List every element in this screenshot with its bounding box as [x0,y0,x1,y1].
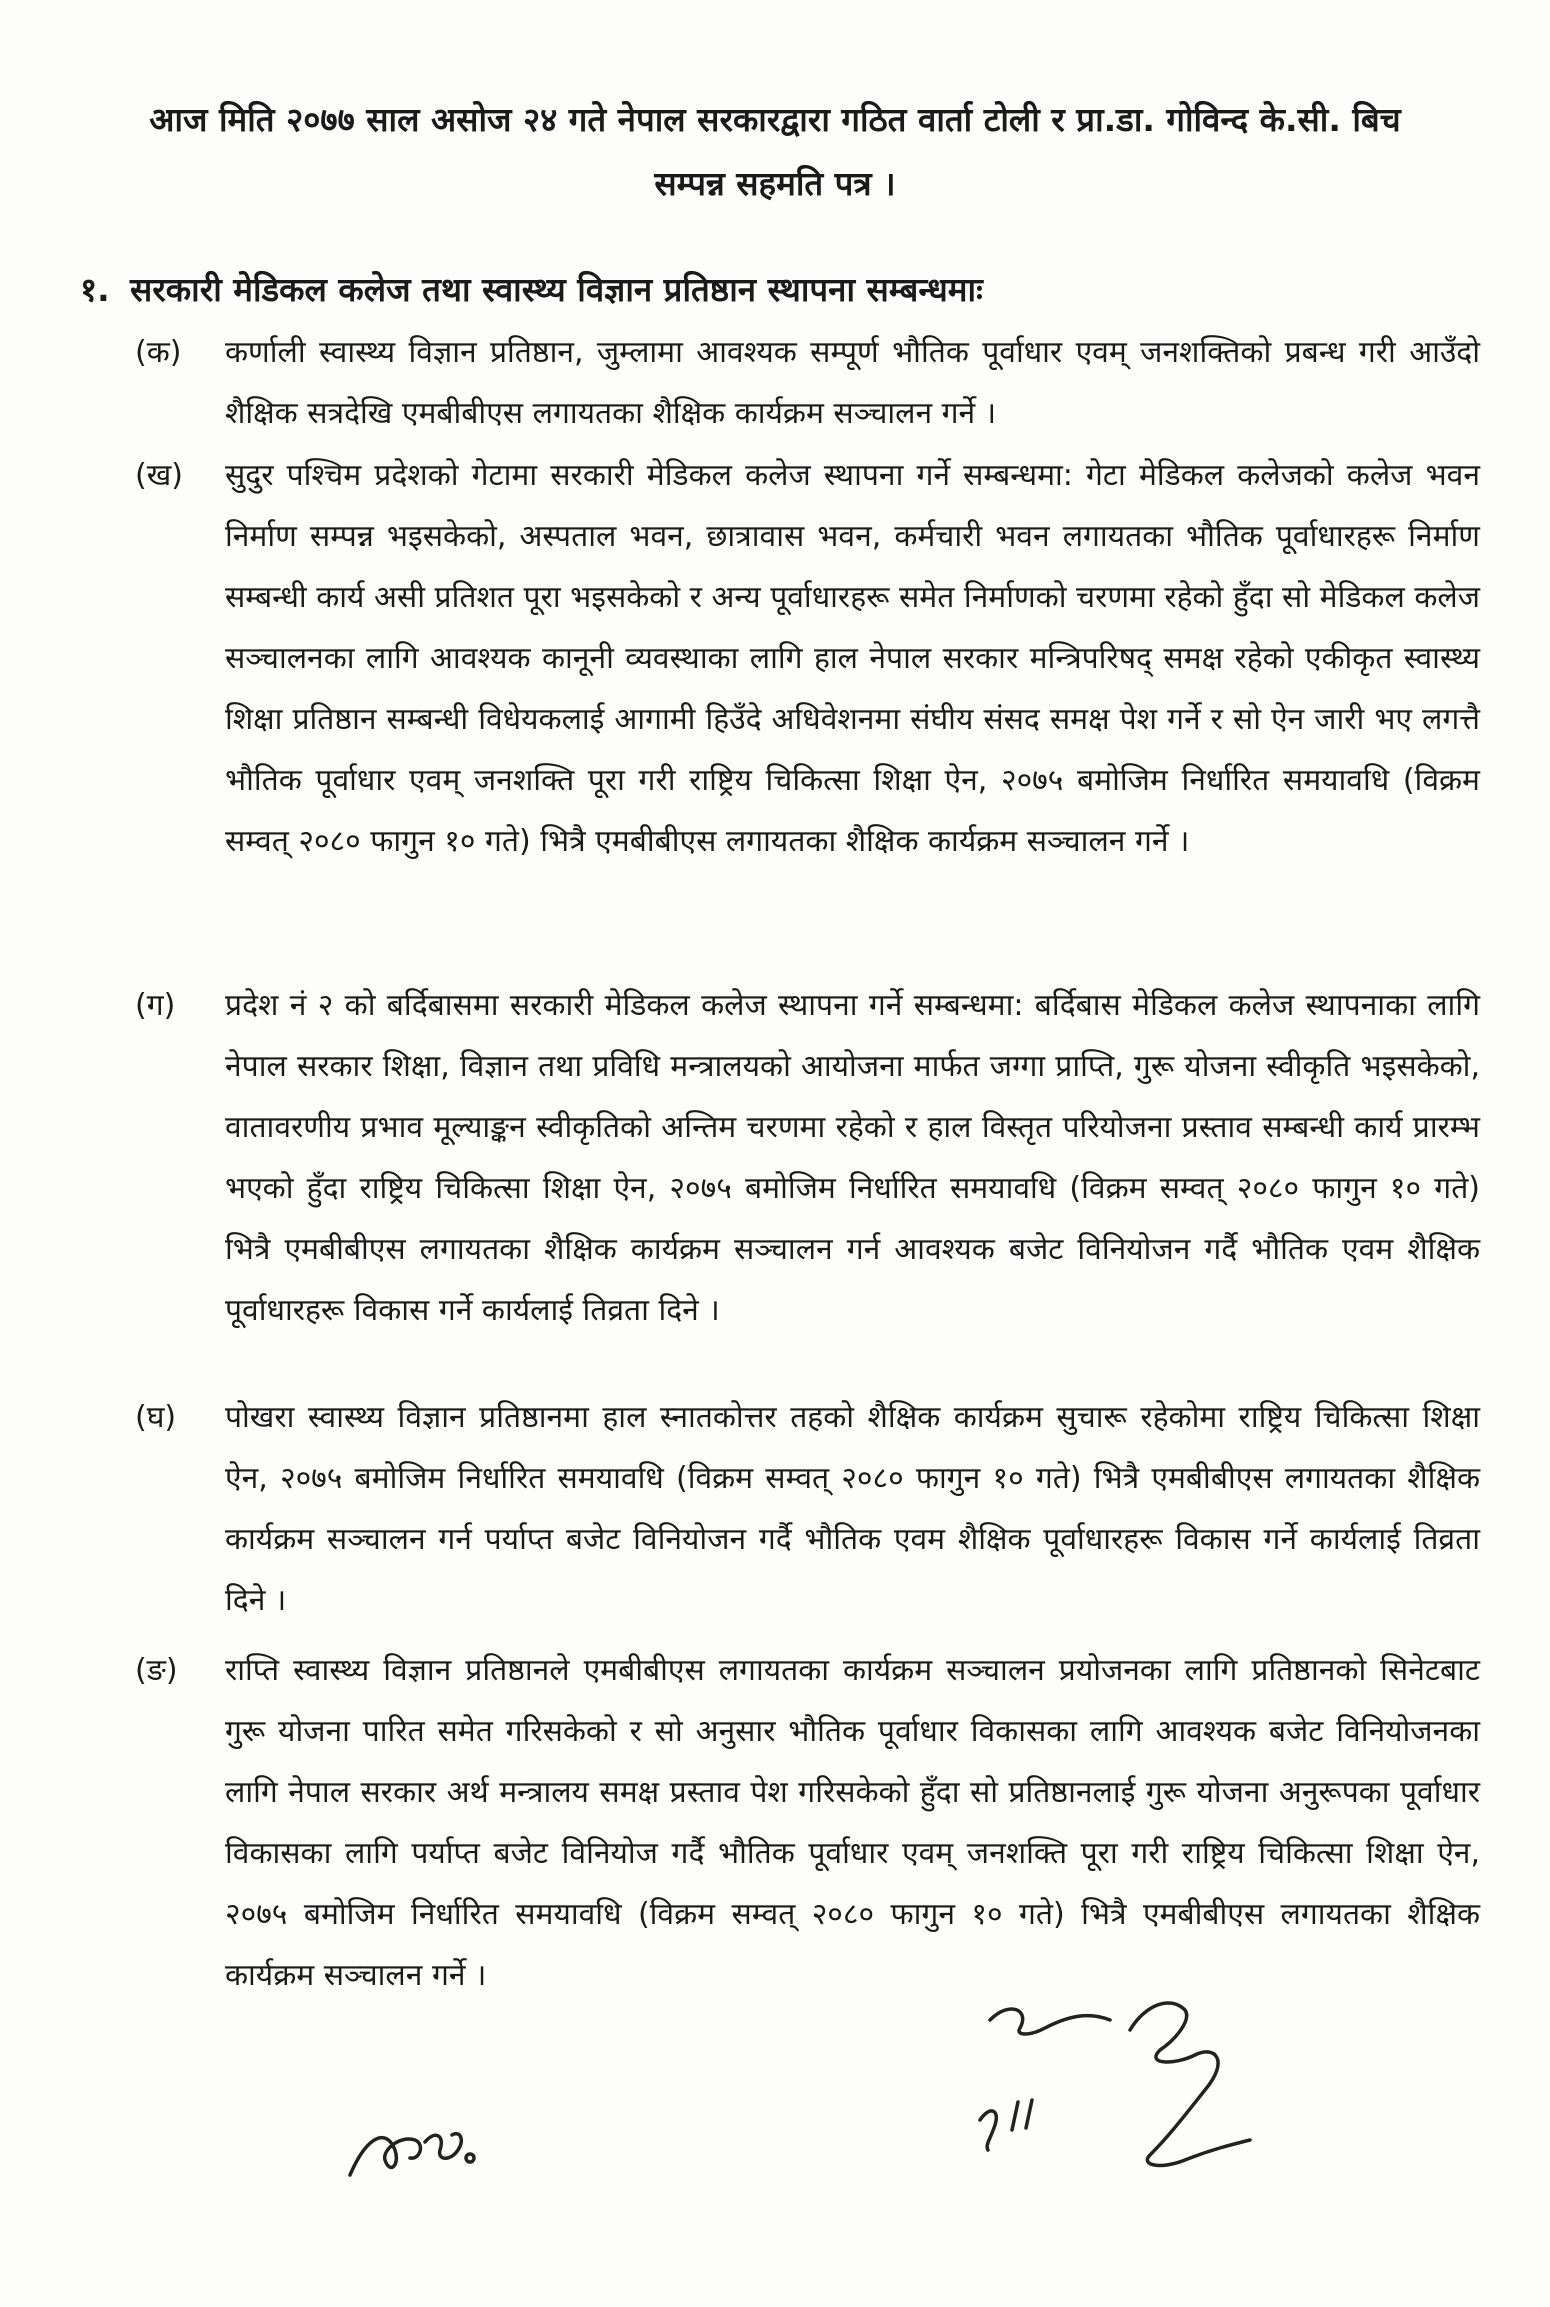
clause-text: राप्ति स्वास्थ्य विज्ञान प्रतिष्ठानले एमबीबीएस लगायतका कार्यक्रम सञ्चालन प्रयोजनका लागि प्रतिष्ठानको सिनेटबाट गुरू योजना पारित समेत गरिसकेको र सो अनुसार भौतिक पूर्वाधार विकासका लागि आवश्यक बजेट विनियोजनका लागि नेपाल सरकार अर्थ मन्त्रालय समक्ष प्रस्ताव पेश गरिसकेको हुँदा सो प्रतिष्ठानलाई गुरू योजना अनुरूपका पूर्वाधार विकासका लागि पर्याप्त बजेट विनियोज गर्दै भौतिक पूर्वाधार एवम् जनशक्ति पूरा गरी राष्ट्रिय चिकित्सा शिक्षा ऐन, २०७५ बमोजिम निर्धारित समयावधि (विक्रम सम्वत् २०८० फागुन १० गते) भित्रै एमबीबीएस लगायतका शैक्षिक कार्यक्रम सञ्चालन गर्ने । [225,1653,1480,1993]
clause-text: पोखरा स्वास्थ्य विज्ञान प्रतिष्ठानमा हाल स्नातकोत्तर तहको शैक्षिक कार्यक्रम सुचारू रहेकोमा राष्ट्रिय चिकित्सा शिक्षा ऐन, २०७५ बमोजिम निर्धारित समयावधि (विक्रम सम्वत् २०८० फागुन १० गते) भित्रै एमबीबीएस लगायतका शैक्षिक कार्यक्रम सञ्चालन गर्न पर्याप्त बजेट विनियोजन गर्दै भौतिक एवम शैक्षिक पूर्वाधारहरू विकास गर्ने कार्यलाई तिव्रता दिने । [225,1400,1480,1618]
clause-marker: (ग) [135,988,176,1023]
title-line-2: सम्पन्न सहमति पत्र । [654,164,896,203]
clause-marker: (ङ) [135,1653,178,1688]
clause-marker: (ख) [135,458,183,493]
clause-gha [135,1387,1480,1631]
clause-ga [135,975,1480,1341]
clause-ka [135,322,1480,444]
clause-nga [135,1640,1480,2006]
clause-text: प्रदेश नं २ को बर्दिबासमा सरकारी मेडिकल कलेज स्थापना गर्ने सम्बन्धमा: बर्दिबास मेडिकल कलेज स्थापनाका लागि नेपाल सरकार शिक्षा, विज्ञान तथा प्रविधि मन्त्रालयको आयोजना मार्फत जग्गा प्राप्ति, गुरू योजना स्वीकृति भइसकेको, वातावरणीय प्रभाव मूल्याङ्कन स्वीकृतिको अन्तिम चरणमा रहेको र हाल विस्तृत परियोजना प्रस्ताव सम्बन्धी कार्य प्रारम्भ भएको हुँदा राष्ट्रिय चिकित्सा शिक्षा ऐन, २०७५ बमोजिम निर्धारित समयावधि (विक्रम सम्वत् २०८० फागुन १० गते) भित्रै एमबीबीएस लगायतका शैक्षिक कार्यक्रम सञ्चालन गर्न आवश्यक बजेट विनियोजन गर्दै भौतिक एवम शैक्षिक पूर्वाधारहरू विकास गर्ने कार्यलाई तिव्रता दिने । [225,988,1480,1328]
clause-kha [135,445,1480,872]
clause-text: कर्णाली स्वास्थ्य विज्ञान प्रतिष्ठान, जुम्लामा आवश्यक सम्पूर्ण भौतिक पूर्वाधार एवम् जनशक्तिको प्रबन्ध गरी आउँदो शैक्षिक सत्रदेखि एमबीबीएस लगायतका शैक्षिक कार्यक्रम सञ्चालन गर्ने । [225,335,1480,431]
title-line-1: आज मिति २०७७ साल असोज २४ गते नेपाल सरकारद्वारा गठित वार्ता टोली र प्रा.डा. गोविन्द के.सी. बिच [149,100,1401,139]
clause-marker: (घ) [135,1400,177,1435]
document-title [70,88,1480,216]
section-1-heading [80,265,1480,315]
section-heading-text: सरकारी मेडिकल कलेज तथा स्वास्थ्य विज्ञान प्रतिष्ठान स्थापना सम्बन्धमाः [130,270,983,309]
signature-right [960,1970,1260,2180]
clause-text: सुदुर पश्चिम प्रदेशको गेटामा सरकारी मेडिकल कलेज स्थापना गर्ने सम्बन्धमा: गेटा मेडिकल कलेजको कलेज भवन निर्माण सम्पन्न भइसकेको, अस्पताल भवन, छात्रावास भवन, कर्मचारी भवन लगायतका भौतिक पूर्वाधारहरू निर्माण सम्बन्धी कार्य असी प्रतिशत पूरा भइसकेको र अन्य पूर्वाधारहरू समेत निर्माणको चरणमा रहेको हुँदा सो मेडिकल कलेज सञ्चालनका लागि आवश्यक कानूनी व्यवस्थाका लागि हाल नेपाल सरकार मन्त्रिपरिषद् समक्ष रहेको एकीकृत स्वास्थ्य शिक्षा प्रतिष्ठान सम्बन्धी विधेयकलाई आगामी हिउँदे अधिवेशनमा संघीय संसद समक्ष पेश गर्ने र सो ऐन जारी भए लगत्तै भौतिक पूर्वाधार एवम् जनशक्ति पूरा गरी राष्ट्रिय चिकित्सा शिक्षा ऐन, २०७५ बमोजिम निर्धारित समयावधि (विक्रम सम्वत् २०८० फागुन १० गते) भित्रै एमबीबीएस लगायतका शैक्षिक कार्यक्रम सञ्चालन गर्ने । [225,458,1480,859]
clause-marker: (क) [135,335,182,370]
section-number: १. [80,270,110,309]
signature-left [340,2080,540,2190]
